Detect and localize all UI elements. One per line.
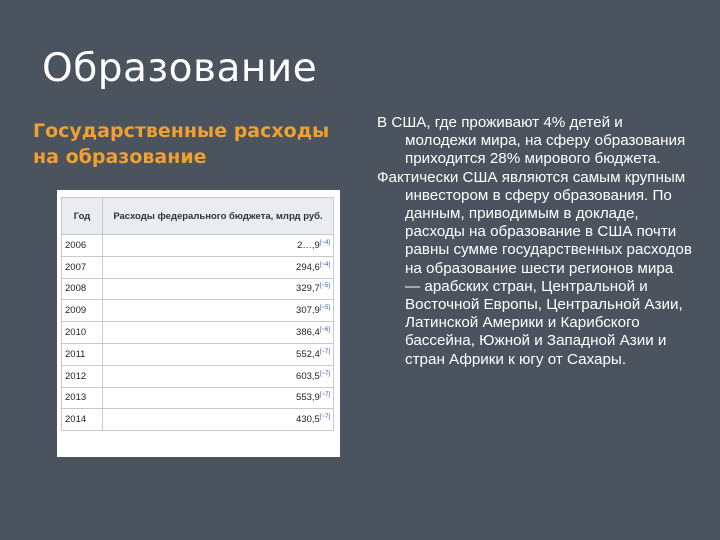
year-cell: 2009 <box>62 300 103 322</box>
year-cell: 2013 <box>62 387 103 409</box>
value-text: 553,9 <box>296 392 320 404</box>
table-row <box>62 387 334 409</box>
reference-link[interactable]: [~5] <box>319 305 330 312</box>
table-row <box>62 235 334 257</box>
value-text: 2…,9 <box>297 239 320 251</box>
year-cell: 2007 <box>62 256 103 278</box>
paragraph-2: Фактически США являются самым крупным инвестором в сферу образования. По данным, приводимым в докладе, расходы на образование в США почти равны сумме государственных расходов на образование шести регионов мира — арабских стран, Центральной и Восточной Европы, Центральной Азии, Латинской Америки и Карибского бассейна, Южной и Западной Азии и стран Африки к югу от Сахары. <box>377 168 692 368</box>
value-cell <box>103 343 334 365</box>
budget-table <box>61 197 334 431</box>
table-header-row <box>62 198 334 235</box>
reference-link[interactable]: [~4] <box>319 261 330 268</box>
table-row <box>62 278 334 300</box>
reference-link[interactable]: [~4] <box>319 239 330 246</box>
value-cell <box>103 409 334 431</box>
table-row <box>62 343 334 365</box>
value-text: 552,4 <box>296 348 320 360</box>
value-text: 307,9 <box>296 305 320 317</box>
value-text: 430,5 <box>296 414 320 426</box>
year-cell: 2011 <box>62 343 103 365</box>
year-cell: 2012 <box>62 365 103 387</box>
value-cell <box>103 365 334 387</box>
value-cell <box>103 235 334 257</box>
table-row <box>62 300 334 322</box>
reference-link[interactable]: [~6] <box>319 327 330 333</box>
value-cell <box>103 278 334 300</box>
reference-link[interactable]: [~7] <box>319 414 330 421</box>
reference-link[interactable]: [~7] <box>319 392 330 399</box>
value-cell <box>103 322 334 344</box>
value-cell <box>103 256 334 278</box>
value-text: 603,5 <box>296 370 320 382</box>
slide-title: Образование <box>42 46 318 91</box>
body-text <box>377 114 692 369</box>
budget-table-panel <box>57 190 340 457</box>
year-cell: 2010 <box>62 322 103 344</box>
table-row <box>62 409 334 431</box>
header-year: Год <box>62 198 103 235</box>
year-cell: 2008 <box>62 278 103 300</box>
slide-subtitle: Государственные расходы на образование <box>33 120 330 168</box>
year-cell: 2014 <box>62 409 103 431</box>
table-row <box>62 365 334 387</box>
table-row <box>62 256 334 278</box>
year-cell: 2006 <box>62 235 103 257</box>
value-cell <box>103 387 334 409</box>
table-row <box>62 322 334 344</box>
header-spending: Расходы федерального бюджета, млрд руб. <box>103 198 334 235</box>
value-cell <box>103 300 334 322</box>
paragraph-1: В США, где проживают 4% детей и молодежи мира, на сферу образования приходится 28% мирового бюджета. <box>377 114 686 168</box>
value-text: 386,4 <box>296 327 320 339</box>
reference-link[interactable]: [~7] <box>319 348 330 355</box>
reference-link[interactable]: [~7] <box>319 370 330 377</box>
value-text: 294,6 <box>296 261 320 273</box>
reference-link[interactable]: [~5] <box>319 283 330 290</box>
value-text: 329,7 <box>296 283 320 295</box>
